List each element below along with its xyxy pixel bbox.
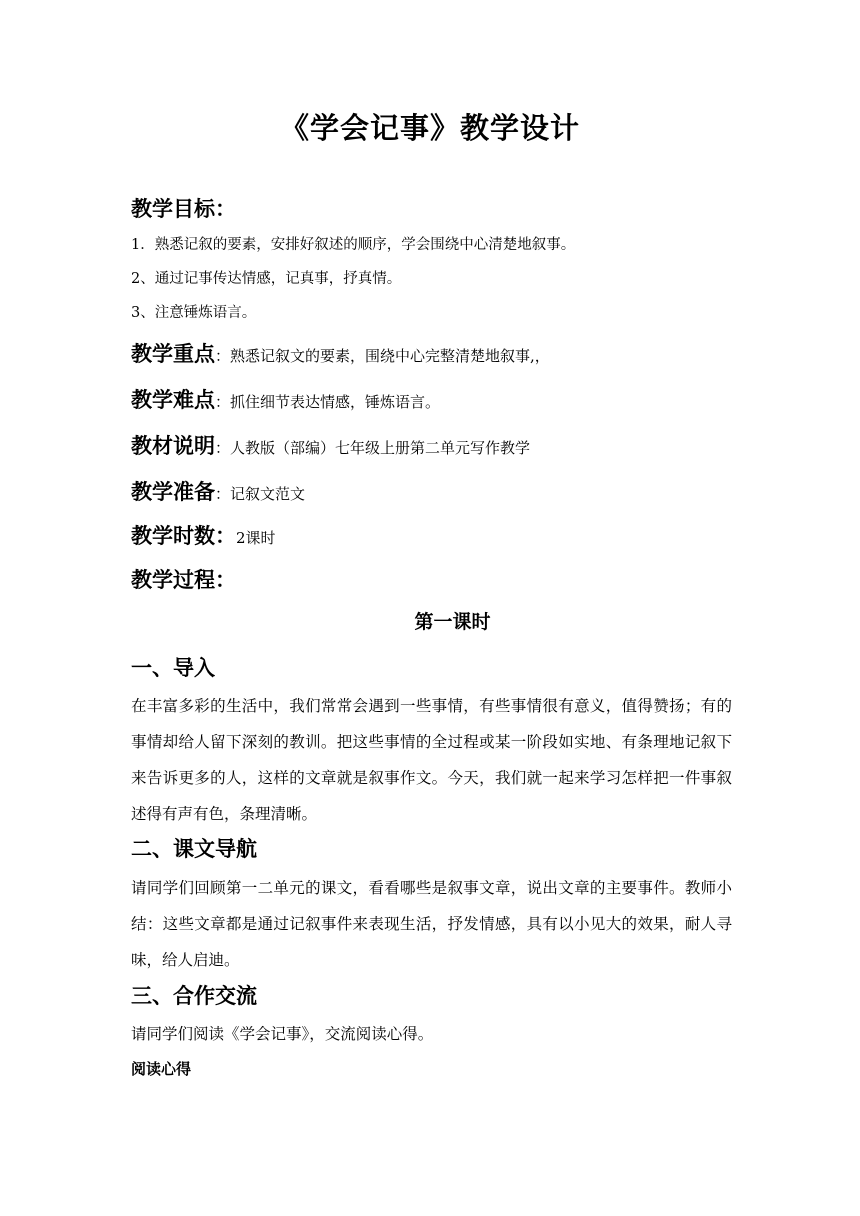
document-title: 《学会记事》教学设计 — [279, 111, 580, 145]
lesson-title: 第一课时 — [414, 611, 491, 633]
difficulties-value: ：抓住细节表达情感，锤炼语言。 — [215, 393, 441, 411]
section-text-intro: 在丰富多彩的生活中，我们常常会遇到一些事情，有些事情很有意义，值得赞扬；有的事情却给人留下深刻的教训。把这些事情的全过程或某一阶段如实地、有条理地记叙下来告诉更多的人，这样的文章就是叙事作文。今天，我们就一起来学习怎样把一件事叙述得有声有色，条理清晰。 — [131, 697, 732, 823]
goal-item-1: 1．熟悉记叙的要素，安排好叙述的顺序，学会围绕中心清楚地叙事。 — [131, 237, 576, 253]
key-points-label: 教学重点 — [131, 342, 215, 366]
goal-item-2: 2、通过记事传达情感，记真事，抒真情。 — [131, 271, 402, 287]
material-label: 教材说明 — [131, 434, 215, 458]
material-line — [131, 430, 530, 460]
preparation-label: 教学准备 — [131, 480, 215, 504]
hours-label: 教学时数： — [131, 524, 236, 548]
preparation-line — [131, 476, 305, 506]
hours-value: 2课时 — [236, 529, 276, 547]
goals-heading: 教学目标： — [131, 197, 236, 221]
section-heading-navigation: 二、课文导航 — [131, 837, 257, 861]
process-heading: 教学过程： — [131, 568, 236, 592]
section-text-cooperation: 请同学们阅读《学会记事》，交流阅读心得。 — [131, 1025, 434, 1043]
difficulties-line — [131, 384, 440, 414]
preparation-value: ：记叙文范文 — [215, 485, 306, 503]
reading-notes-heading: 阅读心得 — [131, 1060, 192, 1078]
section-heading-cooperation: 三、合作交流 — [131, 984, 257, 1008]
difficulties-label: 教学难点 — [131, 388, 215, 412]
key-points-line — [131, 338, 550, 368]
hours-line — [131, 520, 276, 550]
goal-item-3: 3、注意锤炼语言。 — [131, 305, 257, 321]
key-points-value: ：熟悉记叙文的要素，围绕中心完整清楚地叙事,， — [215, 347, 550, 365]
section-text-navigation: 请同学们回顾第一二单元的课文，看看哪些是叙事文章，说出文章的主要事件。教师小结：这些文章都是通过记叙事件来表现生活，抒发情感，具有以小见大的效果，耐人寻味，给人启迪。 — [131, 879, 732, 969]
section-heading-intro: 一、导入 — [131, 656, 215, 680]
material-value: ：人教版（部编）七年级上册第二单元写作教学 — [215, 439, 531, 457]
